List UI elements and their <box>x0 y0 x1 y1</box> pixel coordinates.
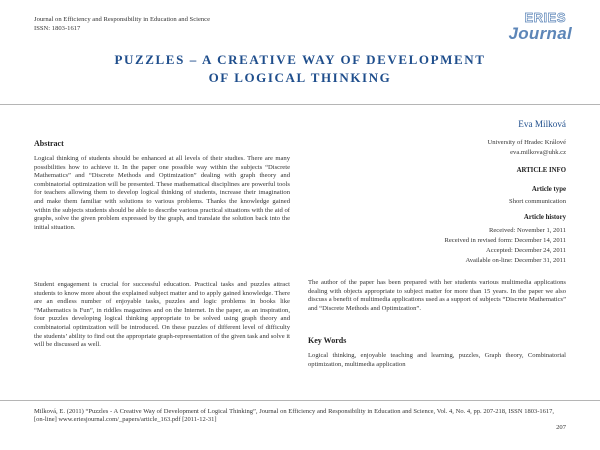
journal-header <box>34 15 210 33</box>
author-name: Eva Milková <box>518 119 566 129</box>
footer-divider <box>0 400 600 401</box>
title-line-1: PUZZLES – A CREATIVE WAY OF DEVELOPMENT <box>114 52 486 67</box>
keywords-heading: Key Words <box>308 336 347 345</box>
abstract-paragraph-1: Logical thinking of students should be enhanced at all levels of their studies. There are many possibilities how to achieve it. In the paper one possible way within the subjects “Discrete Mathematics” and “Discrete Methods and Optimization” dealing with graph theory and combinatorial optimization will be presented. These mathematical disciplines are powerful tools for teachers allowing them to develop logical thinking of students, increase their imagination and make them familiar with solutions to various problems. Thanks the knowledge gained within the subjects students should be able to describe various practical situations with the aid of graphs, solve the given problem expressed by the graph, and translate the solution back into the initial situation. <box>34 155 290 231</box>
logo-bottom-text: Journal <box>508 24 572 43</box>
article-info-heading: ARTICLE INFO <box>516 167 566 174</box>
article-type-label: Article type <box>531 186 566 193</box>
article-title <box>40 51 560 87</box>
article-type-value: Short communication <box>509 198 566 205</box>
page-number: 207 <box>556 424 566 431</box>
journal-issn: ISSN: 1803-1617 <box>34 25 81 32</box>
journal-name: Journal on Efficiency and Responsibility in Education and Science <box>34 16 211 23</box>
abstract-heading: Abstract <box>34 139 64 148</box>
history-revised: Received in revised form: December 14, 2011 <box>444 237 566 244</box>
author-affiliation-block <box>487 138 566 158</box>
author-email: eva.milkova@uhk.cz <box>510 149 566 156</box>
article-history-label: Article history <box>523 214 566 221</box>
keywords-text: Logical thinking, enjoyable teaching and learning, puzzles, Graph theory, Combinatorial optimization, multimedia application <box>308 352 566 368</box>
title-line-2: OF LOGICAL THINKING <box>208 70 392 85</box>
history-received: Received: November 1, 2011 <box>488 227 566 234</box>
eries-journal-logo <box>500 10 572 46</box>
author-affiliation: University of Hradec Králové <box>487 139 566 146</box>
logo-top-text: ERIES <box>524 10 566 25</box>
history-online: Available on-line: December 31, 2011 <box>465 257 566 264</box>
abstract-paragraph-2: Student engagement is crucial for successful education. Practical tasks and puzzles attract students to know more about the explained subject matter and to apply gained knowledge. There are an endless number of enjoyable tasks, puzzles and logic problems in books like “Mathematics is Fun”, in riddles magazines and on the Internet. In the paper, as an inspiration, four puzzles developing logical thinking appropriate to be solved using graph theory and combinatorial optimization will be introduced. On these puzzles of different level of difficulty the students’ ability to find out the appropriate graph-representation of the given task and solve it will be discussed as well. <box>34 281 290 349</box>
article-history-list <box>444 226 566 266</box>
citation: Milková, E. (2011) “Puzzles - A Creative Way of Development of Logical Thinking”, Journal on Efficiency and Responsibility in Education and Science, Vol. 4, No. 4, pp. 207-218, ISSN 1803-1617, [on-line] www.eriesjournal.com/_papers/article_163.pdf [2011-12-31] <box>34 408 554 424</box>
header-divider <box>0 104 600 105</box>
abstract-paragraph-3: The author of the paper has been prepared with her students various multimedia applications dealing with objects appropriate to subject matter for more than 15 years. In the paper we also discuss a benefit of multimedia applications used as a support of subjects “Discrete Mathematics” and “Discrete Methods and Optimization”. <box>308 279 566 312</box>
history-accepted: Accepted: December 24, 2011 <box>486 247 566 254</box>
